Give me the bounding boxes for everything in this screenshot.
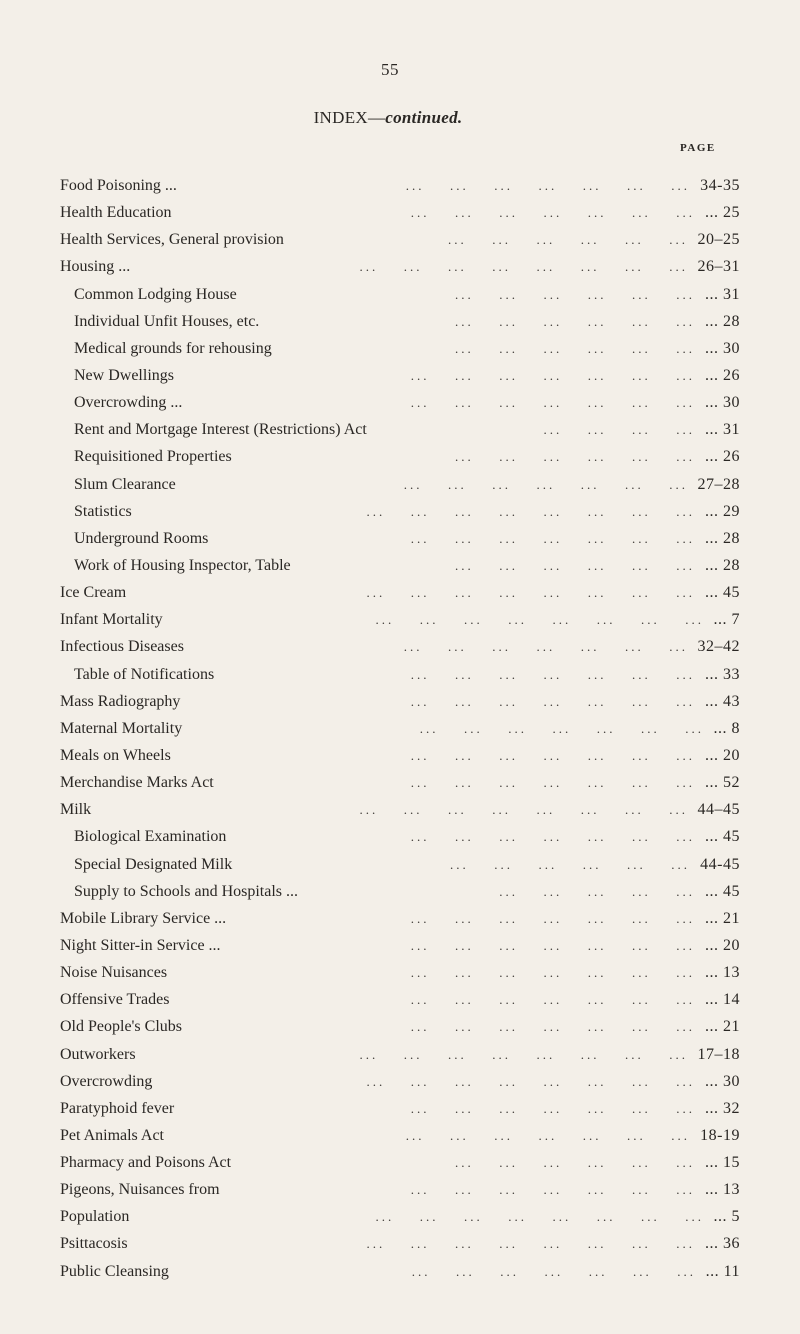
page-number: 55	[381, 60, 399, 79]
dot-leader: ... ... ... ... ... ...	[450, 856, 690, 872]
dot-leader: ... ... ... ... ... ... ...	[410, 775, 695, 791]
dot-leader: ... ... ... ... ... ... ... ...	[366, 585, 695, 601]
dot-leader: ... ... ... ... ... ...	[455, 313, 695, 329]
entry-page: 34-35	[700, 177, 740, 194]
entry-label: Offensive Trades	[60, 991, 170, 1009]
dot-leader: ... ... ... ... ... ... ...	[403, 639, 688, 655]
dot-leader: ... ... ... ...	[543, 422, 695, 438]
entry-label: Housing ...	[60, 258, 131, 276]
dot-leader: ... ... ... ... ... ... ...	[410, 829, 695, 845]
index-entry	[60, 715, 740, 742]
entry-page: ... 32	[705, 1099, 740, 1117]
entry-page: 17–18	[697, 1045, 740, 1063]
index-entry	[60, 362, 740, 389]
entry-label: Overcrowding ...	[74, 394, 183, 412]
index-entry	[60, 1013, 740, 1040]
dot-leader: ... ... ... ... ... ... ... ...	[359, 1046, 688, 1062]
index-entry	[60, 688, 740, 715]
entry-page: ... 26	[705, 366, 740, 384]
entry-label: Biological Examination	[74, 828, 227, 846]
entry-page: ... 7	[713, 611, 740, 629]
entry-page: ... 31	[705, 285, 740, 303]
dot-leader: ... ... ... ... ... ... ...	[410, 395, 695, 411]
index-entry	[60, 308, 740, 335]
index-entry	[60, 959, 740, 986]
entry-label: Underground Rooms	[74, 529, 209, 547]
index-entry	[60, 796, 740, 823]
entry-page: ... 5	[713, 1208, 740, 1226]
entry-label: Population	[60, 1208, 130, 1226]
entry-label: Night Sitter-in Service ...	[60, 936, 221, 954]
index-entry	[60, 742, 740, 769]
dot-leader: ... ... ... ... ... ...	[455, 557, 695, 573]
entry-label: Supply to Schools and Hospitals ...	[74, 882, 299, 900]
entry-page: 27–28	[697, 475, 740, 493]
entry-page: ... 29	[705, 502, 740, 520]
entry-label: Infectious Diseases	[60, 638, 184, 656]
entry-label: Milk	[60, 801, 92, 819]
dot-leader: ... ... ... ... ... ... ...	[405, 1127, 690, 1143]
dot-leader: ... ... ... ... ... ... ...	[410, 910, 695, 926]
entry-page: ... 26	[705, 448, 740, 466]
dot-leader: ... ... ... ... ... ... ... ...	[375, 1209, 704, 1225]
index-entry	[60, 769, 740, 796]
entry-page: ... 30	[705, 394, 740, 412]
entry-label: Requisitioned Properties	[74, 448, 232, 466]
entry-page: ... 45	[705, 584, 740, 602]
index-entry	[60, 498, 740, 525]
dot-leader: ... ... ... ... ... ... ... ...	[366, 1073, 695, 1089]
dot-leader: ... ... ... ... ... ... ... ...	[375, 612, 704, 628]
dot-leader: ... ... ... ... ... ... ...	[403, 476, 688, 492]
entry-label: Pigeons, Nuisances from	[60, 1181, 220, 1199]
entry-label: Slum Clearance	[74, 475, 176, 493]
index-entry	[60, 443, 740, 470]
index-entry	[60, 661, 740, 688]
entry-label: Meals on Wheels	[60, 746, 171, 764]
entry-page: ... 52	[705, 774, 740, 792]
dot-leader: ... ... ... ... ... ... ... ...	[359, 802, 688, 818]
dot-leader: ... ... ... ... ... ...	[455, 286, 695, 302]
entry-page: 20–25	[697, 231, 740, 249]
dot-leader: ... ... ... ... ... ... ...	[410, 666, 695, 682]
index-entry	[60, 633, 740, 660]
index-entry	[60, 471, 740, 498]
dot-leader: ... ... ... ... ... ... ...	[410, 937, 695, 953]
index-entry	[60, 1203, 740, 1230]
index-entry	[60, 1258, 740, 1285]
page-title	[0, 108, 776, 128]
entry-page: 44-45	[700, 855, 740, 873]
entry-label: Individual Unfit Houses, etc.	[74, 312, 260, 330]
index-entry	[60, 878, 740, 905]
entry-page: ... 20	[705, 936, 740, 954]
entry-page: ... 45	[705, 882, 740, 900]
entry-label: Psittacosis	[60, 1235, 128, 1253]
index-entry	[60, 253, 740, 280]
dot-leader: ... ... ... ... ... ... ...	[410, 1182, 695, 1198]
entry-label: Health Services, General provision	[60, 231, 284, 249]
entry-label: Table of Notifications	[74, 665, 215, 683]
entry-label: Ice Cream	[60, 584, 127, 602]
dot-leader: ... ... ... ... ... ... ... ...	[366, 1236, 695, 1252]
entry-page: 44–45	[697, 801, 740, 819]
entry-label: Outworkers	[60, 1045, 136, 1063]
entry-label: Statistics	[74, 502, 132, 520]
index-entry	[60, 1230, 740, 1257]
dot-leader: ... ... ... ... ...	[499, 883, 695, 899]
dot-leader: ... ... ... ... ... ... ...	[410, 747, 695, 763]
entry-page: ... 36	[705, 1235, 740, 1253]
entry-label: Noise Nuisances	[60, 964, 168, 982]
index-entry	[60, 335, 740, 362]
index-entry	[60, 172, 740, 199]
entry-page: ... 11	[705, 1262, 740, 1280]
index-entry	[60, 905, 740, 932]
entry-label: Infant Mortality	[60, 611, 163, 629]
entry-page: 26–31	[697, 258, 740, 276]
entry-page: ... 43	[705, 692, 740, 710]
index-entry	[60, 579, 740, 606]
dot-leader: ... ... ... ... ... ... ...	[410, 1019, 695, 1035]
title-main: INDEX—	[313, 108, 386, 127]
dot-leader: ... ... ... ... ... ... ... ...	[366, 503, 695, 519]
entry-page: 18-19	[700, 1126, 740, 1144]
entry-page: ... 28	[705, 529, 740, 547]
index-entry	[60, 416, 740, 443]
entry-label: Pet Animals Act	[60, 1126, 164, 1144]
entry-page: ... 25	[705, 204, 740, 222]
entry-page: ... 28	[705, 312, 740, 330]
index-entry	[60, 1176, 740, 1203]
index-entry	[60, 199, 740, 226]
dot-leader: ... ... ... ... ... ...	[455, 449, 695, 465]
index-entry	[60, 552, 740, 579]
entry-label: Merchandise Marks Act	[60, 774, 214, 792]
entry-label: Rent and Mortgage Interest (Restrictions) Act	[74, 421, 367, 439]
dot-leader: ... ... ... ... ... ... ...	[410, 367, 695, 383]
entry-label: Work of Housing Inspector, Table	[74, 556, 291, 574]
entry-page: 32–42	[697, 638, 740, 656]
entry-label: Old People's Clubs	[60, 1018, 182, 1036]
dot-leader: ... ... ... ... ... ...	[455, 1155, 695, 1171]
entry-label: Food Poisoning ...	[60, 177, 177, 194]
entry-label: Pharmacy and Poisons Act	[60, 1154, 232, 1172]
entry-page: ... 33	[705, 665, 740, 683]
index-entry	[60, 851, 740, 878]
entry-page: ... 31	[705, 421, 740, 439]
entry-page: ... 45	[705, 828, 740, 846]
index-entry	[60, 1068, 740, 1095]
entry-page: ... 21	[705, 1018, 740, 1036]
dot-leader: ... ... ... ... ... ... ...	[419, 720, 704, 736]
index-list	[60, 172, 740, 1285]
index-entry	[60, 1095, 740, 1122]
entry-label: Public Cleansing	[60, 1262, 169, 1280]
entry-label: Health Education	[60, 204, 172, 222]
entry-page: ... 28	[705, 556, 740, 574]
entry-label: Maternal Mortality	[60, 719, 183, 737]
entry-label: Mobile Library Service ...	[60, 909, 227, 927]
entry-page: ... 13	[705, 964, 740, 982]
dot-leader: ... ... ... ... ... ... ...	[405, 178, 690, 193]
index-entry	[60, 281, 740, 308]
index-entry	[60, 606, 740, 633]
index-entry	[60, 823, 740, 850]
entry-label: Common Lodging House	[74, 285, 237, 303]
entry-page: ... 30	[705, 1072, 740, 1090]
index-entry	[60, 1149, 740, 1176]
dot-leader: ... ... ... ... ... ... ...	[410, 1100, 695, 1116]
entry-label: New Dwellings	[74, 366, 174, 384]
index-entry	[60, 986, 740, 1013]
entry-page: ... 15	[705, 1154, 740, 1172]
index-entry	[60, 389, 740, 416]
dot-leader: ... ... ... ... ... ... ... ...	[359, 259, 688, 275]
dot-leader: ... ... ... ... ... ... ...	[410, 205, 695, 221]
entry-label: Medical grounds for rehousing	[74, 339, 272, 357]
index-entry	[60, 226, 740, 253]
entry-page: ... 8	[713, 719, 740, 737]
entry-label: Special Designated Milk	[74, 855, 233, 873]
dot-leader: ... ... ... ... ... ... ...	[410, 530, 695, 546]
dot-leader: ... ... ... ... ... ... ...	[410, 693, 695, 709]
entry-page: ... 20	[705, 746, 740, 764]
entry-page: ... 13	[705, 1181, 740, 1199]
entry-page: ... 14	[705, 991, 740, 1009]
dot-leader: ... ... ... ... ... ...	[455, 340, 695, 356]
dot-leader: ... ... ... ... ... ... ...	[410, 965, 695, 981]
entry-page: ... 21	[705, 909, 740, 927]
index-entry	[60, 1041, 740, 1068]
index-entry	[60, 1122, 740, 1149]
index-entry	[60, 525, 740, 552]
dot-leader: ... ... ... ... ... ...	[448, 232, 688, 248]
page-column-header: PAGE	[680, 142, 716, 154]
dot-leader: ... ... ... ... ... ... ...	[411, 1263, 696, 1279]
entry-page: ... 30	[705, 339, 740, 357]
entry-label: Overcrowding	[60, 1072, 153, 1090]
title-suffix: continued.	[385, 108, 463, 127]
dot-leader: ... ... ... ... ... ... ...	[410, 992, 695, 1008]
index-entry	[60, 932, 740, 959]
entry-label: Mass Radiography	[60, 692, 181, 710]
entry-label: Paratyphoid fever	[60, 1099, 175, 1117]
